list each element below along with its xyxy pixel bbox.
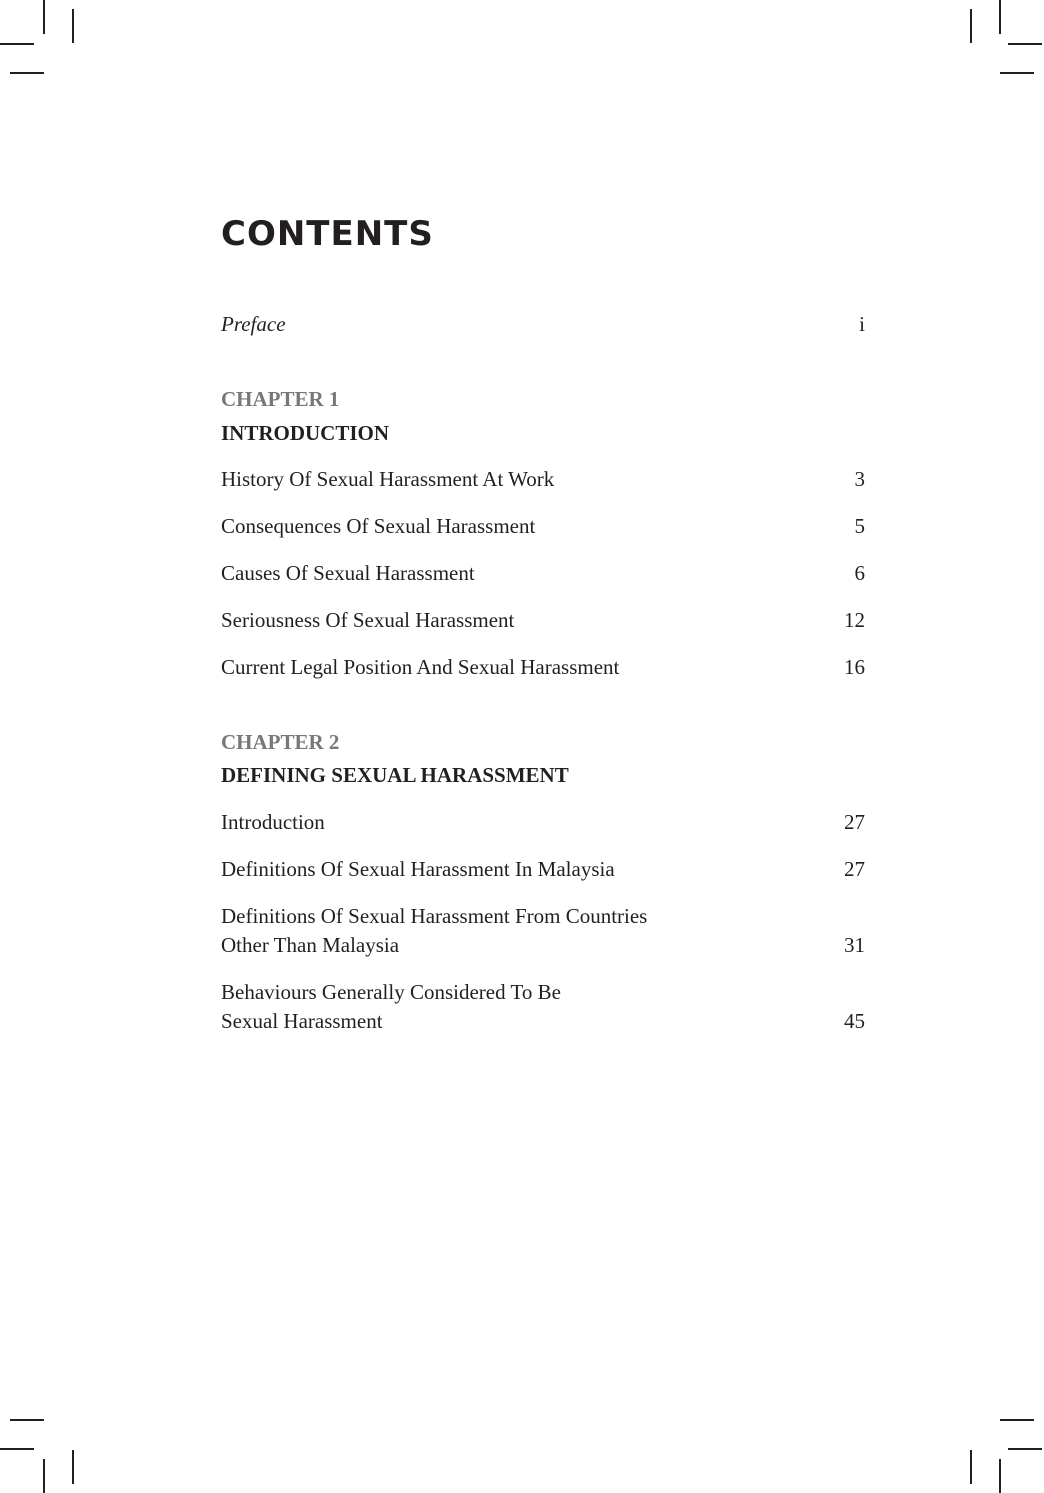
toc-entry-label: Seriousness Of Sexual Harassment: [221, 608, 515, 632]
crop-mark: [999, 1459, 1001, 1493]
crop-mark: [72, 9, 74, 43]
toc-entry-label: Consequences Of Sexual Harassment: [221, 514, 536, 538]
crop-mark: [1008, 43, 1042, 45]
chapter-number: CHAPTER 1: [221, 387, 340, 411]
toc-entry[interactable]: [221, 978, 865, 1036]
crop-mark: [43, 1459, 45, 1493]
toc-entry-label: Introduction: [221, 810, 325, 834]
crop-mark: [0, 1448, 34, 1450]
toc-entry[interactable]: [221, 512, 865, 541]
crop-mark: [72, 1450, 74, 1484]
chapter-number: CHAPTER 2: [221, 730, 340, 754]
page-title: CONTENTS: [221, 214, 434, 254]
crop-mark: [0, 43, 34, 45]
toc-page-number: 27: [844, 857, 865, 881]
crop-mark: [970, 9, 972, 43]
chapter-title: INTRODUCTION: [221, 421, 390, 445]
toc-page-number: 6: [854, 561, 865, 585]
toc-entry[interactable]: [221, 855, 865, 884]
crop-mark: [1008, 1448, 1042, 1450]
crop-mark: [43, 0, 45, 34]
toc-page-number: i: [859, 312, 865, 336]
toc-entry-label: Preface: [221, 312, 286, 336]
toc-page-number: 5: [854, 514, 865, 538]
crop-mark: [10, 1419, 44, 1421]
crop-mark: [970, 1450, 972, 1484]
toc-page-number: 3: [854, 467, 865, 491]
toc-entry[interactable]: [221, 606, 865, 635]
toc-entry-label: Definitions Of Sexual Harassment From Countries Other Than Malaysia: [221, 904, 648, 957]
toc-page-number: 31: [844, 933, 865, 957]
toc-entry-label: History Of Sexual Harassment At Work: [221, 467, 555, 491]
toc-page-number: 12: [844, 608, 865, 632]
toc-entry[interactable]: [221, 808, 865, 837]
crop-mark: [1000, 1419, 1034, 1421]
crop-mark: [1000, 72, 1034, 74]
toc-entry-label: Behaviours Generally Considered To Be Sexual Harassment: [221, 980, 561, 1033]
chapter-title: DEFINING SEXUAL HARASSMENT: [221, 763, 569, 787]
toc-entry-label: Definitions Of Sexual Harassment In Malaysia: [221, 857, 615, 881]
crop-mark: [10, 72, 44, 74]
toc-entry-label: Causes Of Sexual Harassment: [221, 561, 475, 585]
toc-entry[interactable]: [221, 559, 865, 588]
toc-page-number: 45: [844, 1009, 865, 1033]
toc-entry[interactable]: [221, 465, 865, 494]
toc-entry-label: Current Legal Position And Sexual Harassment: [221, 655, 620, 679]
toc-entry-preface[interactable]: [221, 310, 865, 339]
toc-page-number: 16: [844, 655, 865, 679]
toc-entry[interactable]: [221, 653, 865, 682]
toc-entry[interactable]: [221, 902, 865, 960]
toc-page-number: 27: [844, 810, 865, 834]
crop-mark: [999, 0, 1001, 34]
